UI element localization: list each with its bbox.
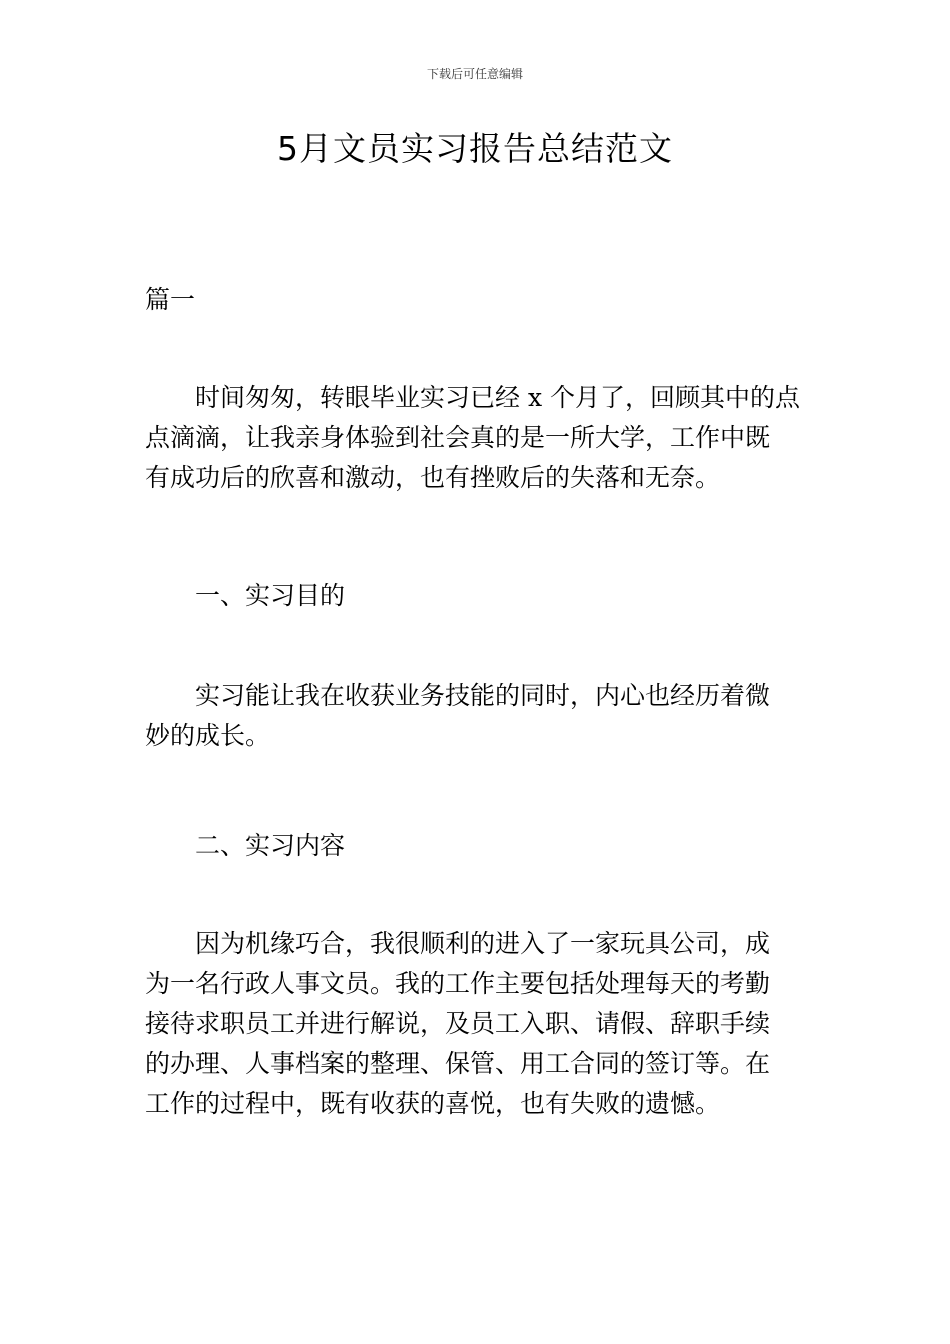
content-paragraph (145, 924, 807, 1124)
section-label-text: 篇一 (145, 285, 196, 314)
paragraph-line: 为一名行政人事文员。我的工作主要包括处理每天的考勤 (145, 969, 771, 998)
paragraph-line: 有成功后的欣喜和激动，也有挫败后的失落和无奈。 (145, 463, 721, 492)
paragraph-line: 实习能让我在收获业务技能的同时，内心也经历着微 (195, 681, 771, 710)
paragraph-line: 工作的过程中，既有收获的喜悦，也有失败的遗憾。 (145, 1089, 721, 1118)
section-label (145, 280, 807, 320)
paragraph-line: 点滴滴，让我亲身体验到社会真的是一所大学，工作中既 (145, 423, 771, 452)
paragraph-line: 妙的成长。 (145, 721, 271, 750)
paragraph-line: 时间匆匆，转眼毕业实习已经 x 个月了，回顾其中的点 (195, 383, 800, 412)
paragraph-line: 的办理、人事档案的整理、保管、用工合同的签订等。在 (145, 1049, 771, 1078)
header-note: 下载后可任意编辑 (426, 67, 523, 81)
intro-paragraph (145, 378, 807, 498)
heading-text: 一、实习目的 (195, 581, 346, 610)
document-title: 5月文员实习报告总结范文 (277, 129, 673, 168)
paragraph-line: 接待求职员工并进行解说，及员工入职、请假、辞职手续 (145, 1009, 771, 1038)
heading-text: 二、实习内容 (195, 831, 346, 860)
goal-paragraph (145, 676, 807, 756)
paragraph-line: 因为机缘巧合，我很顺利的进入了一家玩具公司，成 (195, 929, 771, 958)
section-heading-content (145, 826, 807, 866)
section-heading-goal (145, 576, 807, 616)
